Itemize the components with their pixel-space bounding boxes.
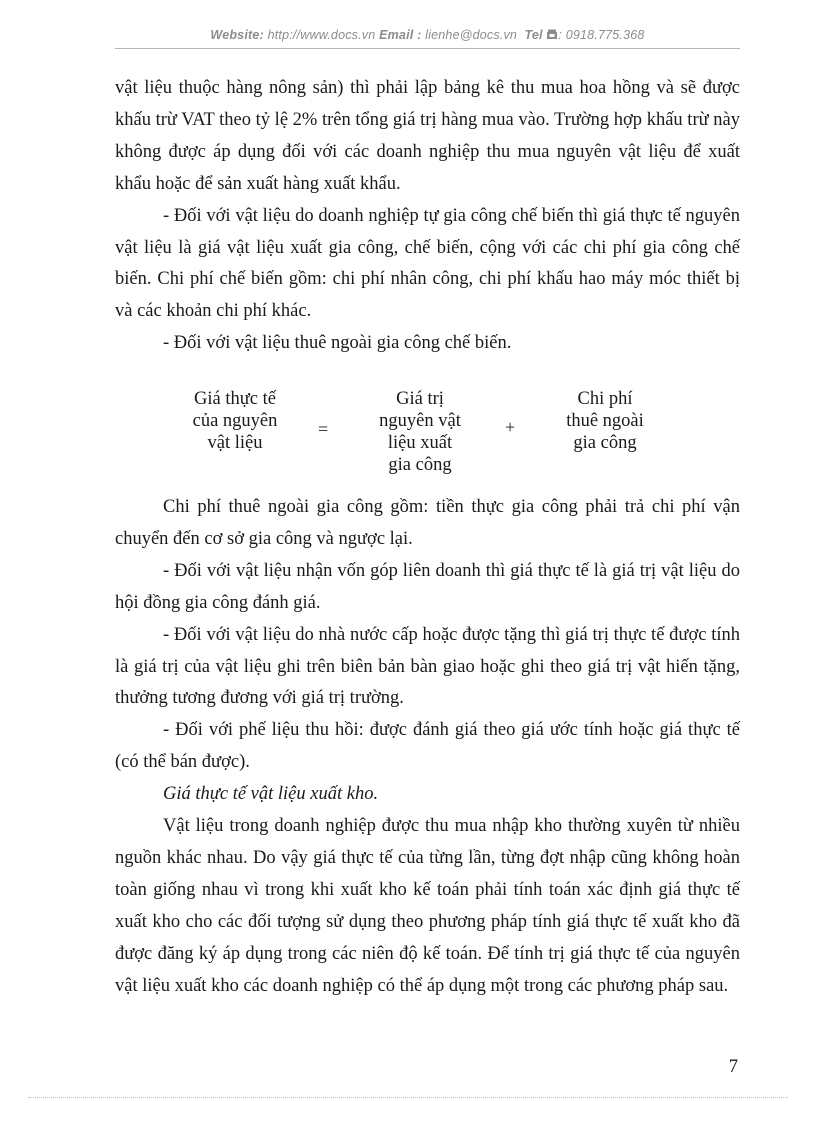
price-formula xyxy=(115,388,740,478)
text-block-top xyxy=(115,73,740,360)
paragraph-4: Chi phí thuê ngoài gia công gồm: tiền thực gia công phải trả chi phí vận chuyển đến cơ sở gia công và ngược lại. xyxy=(115,497,740,549)
website-label: Website: xyxy=(210,28,264,42)
footer-divider xyxy=(28,1097,788,1098)
formula-term-2: Chi phí thuê ngoài gia công xyxy=(566,389,644,453)
email-label: Email : xyxy=(379,28,422,42)
paragraph-6: - Đối với vật liệu do nhà nước cấp hoặc được tặng thì giá trị thực tế được tính là giá trị của vật liệu ghi trên biên bản bàn giao hoặc ghi theo giá trị vật hiến tặng, thưởng tương đương với giá trị trường. xyxy=(115,624,740,709)
tel-label: Tel xyxy=(524,28,543,42)
paragraph-7: - Đối với phế liệu thu hồi: được đánh giá theo giá ước tính hoặc giá thực tế (có thể bán được). xyxy=(115,720,740,773)
formula-lhs: Giá thực tế của nguyên vật liệu xyxy=(192,389,278,453)
phone-icon xyxy=(546,29,558,40)
equals-sign: = xyxy=(318,419,329,439)
paragraph-2: - Đối với vật liệu do doanh nghiệp tự gia công chế biến thì giá thực tế nguyên vật liệu là giá vật liệu xuất gia công, chế biến, cộng với các chi phí gia công chế biến. Chi phí chế biến gồm: chi phí nhân công, chi phí khấu hao máy móc thiết bị và các khoản chi phí khác. xyxy=(115,205,740,322)
section-heading: Giá thực tế vật liệu xuất kho. xyxy=(163,784,379,805)
paragraph-5: - Đối với vật liệu nhận vốn góp liên doanh thì giá thực tế là giá trị vật liệu do hội đồng gia công đánh giá. xyxy=(115,560,740,613)
website-value: http://www.docs.vn xyxy=(267,28,376,42)
tel-value: : 0918.775.368 xyxy=(558,28,645,42)
formula-term-1: Giá trị nguyên vật liệu xuất gia công xyxy=(379,389,461,475)
page-number: 7 xyxy=(728,1057,738,1077)
header-divider xyxy=(115,48,740,49)
plus-sign: + xyxy=(505,417,516,437)
paragraph-1: vật liệu thuộc hàng nông sản) thì phải lập bảng kê thu mua hoa hồng và sẽ được khấu trừ VAT theo tỷ lệ 2% trên tổng giá trị hàng mua vào. Trường hợp khấu trừ này không được áp dụng đối với các doanh nghiệp thu mua nguyên vật liệu để xuất khẩu hoặc để sản xuất hàng xuất khẩu. xyxy=(115,78,740,194)
paragraph-8: Vật liệu trong doanh nghiệp được thu mua nhập kho thường xuyên từ nhiều nguồn khác nhau. Do vậy giá thực tế của từng lần, từng đợt nhập cũng không hoàn toàn giống nhau vì trong khi xuất kho kế toán phải tính toán xác định giá thực tế xuất kho cho các đối tượng sử dụng theo phương pháp tính giá thực tế xuất kho đã được đăng ký áp dụng trong các niên độ kế toán. Để tính trị giá thực tế của nguyên vật liệu xuất kho các doanh nghiệp có thể áp dụng một trong các phương pháp sau. xyxy=(115,816,740,996)
text-block-bottom xyxy=(115,492,740,1003)
email-value: lienhe@docs.vn xyxy=(425,28,518,42)
page-header xyxy=(115,28,740,42)
paragraph-3: - Đối với vật liệu thuê ngoài gia công chế biến. xyxy=(163,333,512,354)
